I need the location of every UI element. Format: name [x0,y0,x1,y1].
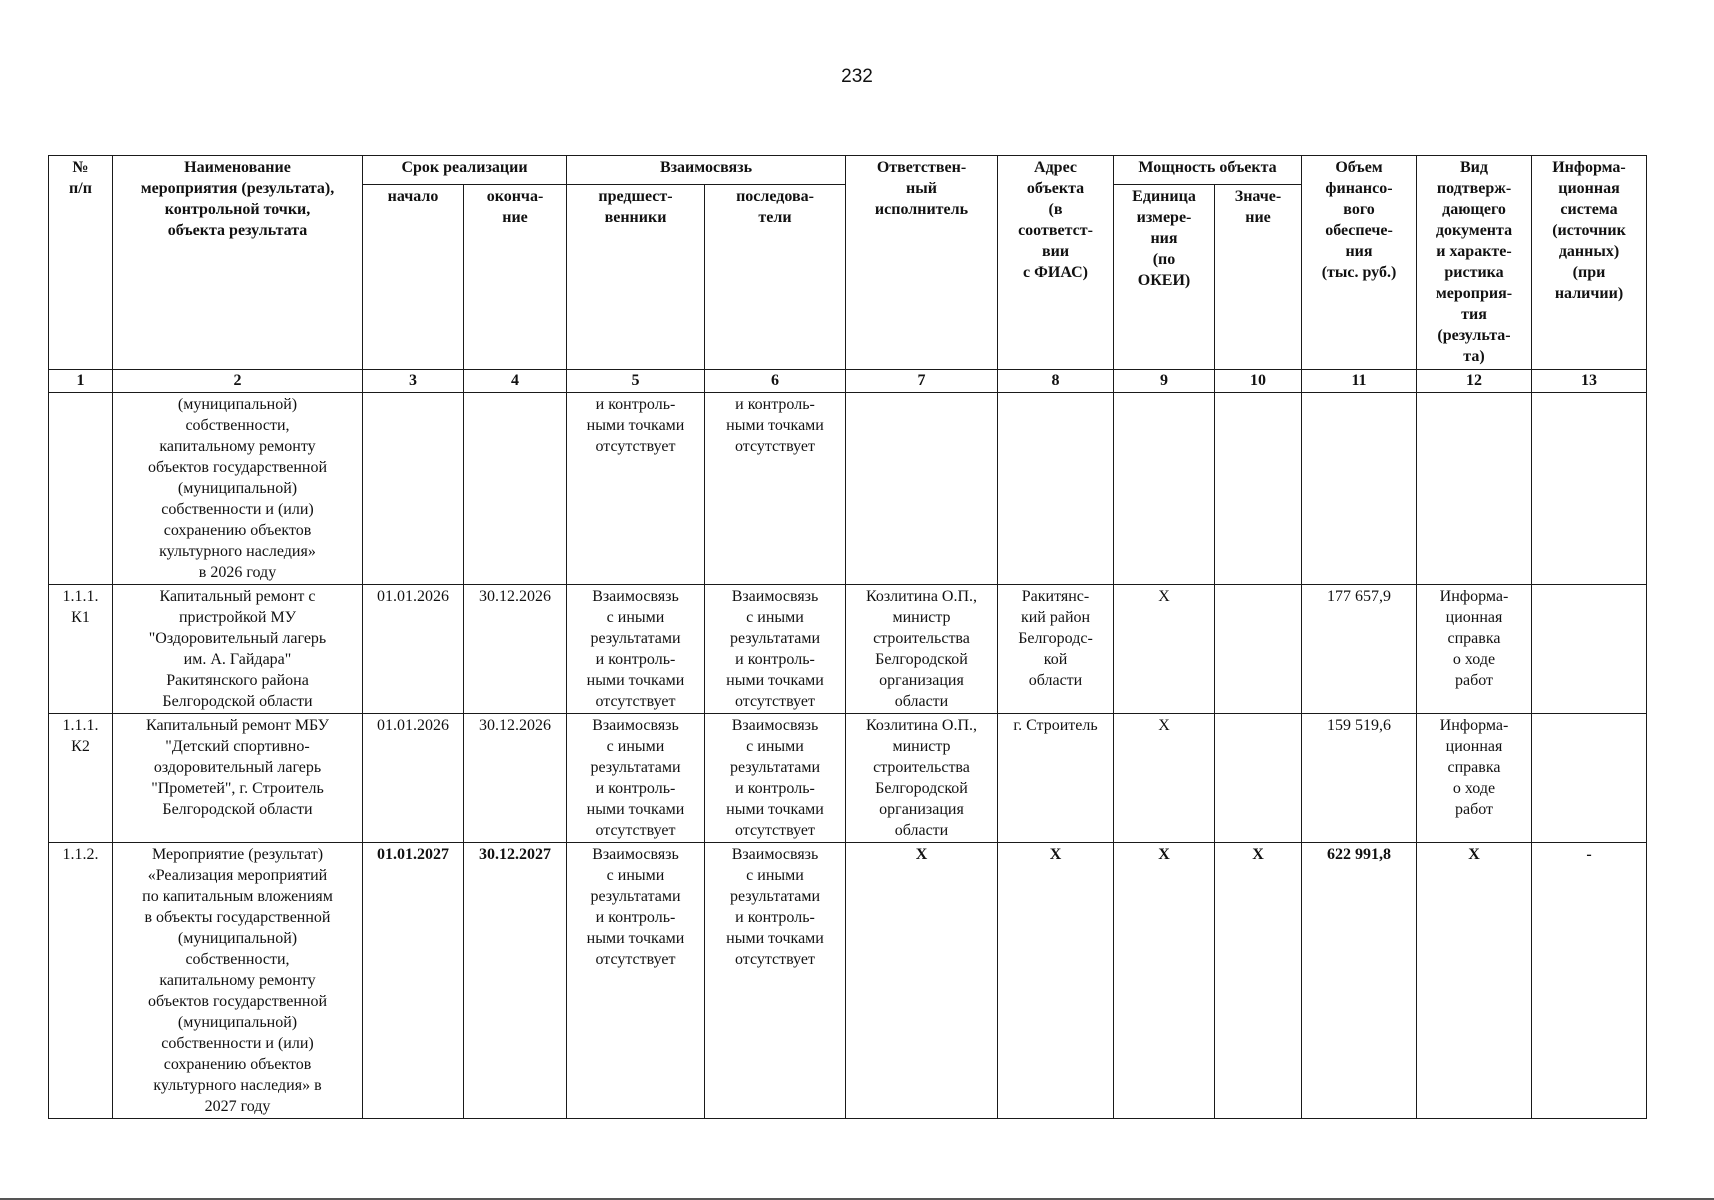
cell-start: 01.01.2027 [363,843,464,1119]
cell-responsible [846,393,998,585]
cell-start [363,393,464,585]
header-value: Значе- ние [1215,185,1302,370]
header-capacity-group: Мощность объекта [1114,156,1302,185]
header-funding: Объем финансо- вого обеспече- ния (тыс. руб.) [1302,156,1417,370]
cell-successors: и контроль- ными точками отсутствует [705,393,846,585]
cell-number [49,393,113,585]
cell-funding [1302,393,1417,585]
cell-name: Капитальный ремонт с пристройкой МУ "Оздоровительный лагерь им. А. Гайдара" Ракитянского района Белгородской области [113,585,363,714]
cell-funding: 622 991,8 [1302,843,1417,1119]
cell-number: 1.1.1. К2 [49,714,113,843]
cell-number: 1.1.1. К1 [49,585,113,714]
column-number: 8 [998,370,1114,393]
column-number: 5 [567,370,705,393]
page-number: 232 [841,66,873,87]
cell-predecessors: Взаимосвязь с иными результатами и контроль- ными точками отсутствует [567,714,705,843]
cell-address: г. Строитель [998,714,1114,843]
cell-unit: X [1114,714,1215,843]
header-successors: последова- тели [705,185,846,370]
header-unit: Единица измере- ния (по ОКЕИ) [1114,185,1215,370]
cell-info-system: - [1532,843,1647,1119]
cell-value [1215,714,1302,843]
cell-value [1215,393,1302,585]
cell-address: Ракитянс- кий район Белгородс- кой области [998,585,1114,714]
cell-unit: X [1114,843,1215,1119]
cell-number: 1.1.2. [49,843,113,1119]
cell-funding: 159 519,6 [1302,714,1417,843]
column-number: 12 [1417,370,1532,393]
table-row [49,843,1647,1119]
cell-document-type: Информа- ционная справка о ходе работ [1417,585,1532,714]
cell-predecessors: и контроль- ными точками отсутствует [567,393,705,585]
cell-document-type: X [1417,843,1532,1119]
column-number: 9 [1114,370,1215,393]
cell-info-system [1532,393,1647,585]
header-event-name: Наименование мероприятия (результата), контрольной точки, объекта результата [113,156,363,370]
header-responsible: Ответствен- ный исполнитель [846,156,998,370]
cell-end [464,393,567,585]
cell-unit: X [1114,585,1215,714]
cell-document-type [1417,393,1532,585]
cell-value [1215,585,1302,714]
header-address: Адрес объекта (в соответст- вии с ФИАС) [998,156,1114,370]
cell-end: 30.12.2027 [464,843,567,1119]
column-number: 2 [113,370,363,393]
cell-name: (муниципальной) собственности, капитальному ремонту объектов государственной (муниципальной) собственности и (или) сохранению объектов культурного наследия» в 2026 году [113,393,363,585]
column-number: 10 [1215,370,1302,393]
cell-start: 01.01.2026 [363,714,464,843]
cell-predecessors: Взаимосвязь с иными результатами и контроль- ными точками отсутствует [567,585,705,714]
column-number: 1 [49,370,113,393]
cell-name: Мероприятие (результат) «Реализация мероприятий по капитальным вложениям в объекты государственной (муниципальной) собственности, капитальному ремонту объектов государственной (муниципальной) собственности и (или) сохранению объектов культурного наследия» в 2027 году [113,843,363,1119]
column-number: 4 [464,370,567,393]
column-number: 6 [705,370,846,393]
column-number: 3 [363,370,464,393]
cell-successors: Взаимосвязь с иными результатами и контроль- ными точками отсутствует [705,843,846,1119]
cell-funding: 177 657,9 [1302,585,1417,714]
table-row [49,714,1647,843]
column-number: 13 [1532,370,1647,393]
cell-info-system [1532,714,1647,843]
header-info-system: Информа- ционная система (источник данных) (при наличии) [1532,156,1647,370]
cell-end: 30.12.2026 [464,714,567,843]
cell-end: 30.12.2026 [464,585,567,714]
cell-responsible: X [846,843,998,1119]
cell-value: X [1215,843,1302,1119]
header-row-top [49,156,1647,185]
header-end: оконча- ние [464,185,567,370]
column-number: 11 [1302,370,1417,393]
cell-start: 01.01.2026 [363,585,464,714]
cell-successors: Взаимосвязь с иными результатами и контроль- ными точками отсутствует [705,714,846,843]
cell-name: Капитальный ремонт МБУ "Детский спортивно- оздоровительный лагерь "Прометей", г. Строитель Белгородской области [113,714,363,843]
header-start: начало [363,185,464,370]
cell-unit [1114,393,1215,585]
header-row-number: № п/п [49,156,113,370]
cell-document-type: Информа- ционная справка о ходе работ [1417,714,1532,843]
header-period-group: Срок реализации [363,156,567,185]
cell-address: X [998,843,1114,1119]
cell-address [998,393,1114,585]
header-document-type: Вид подтверж- дающего документа и характе- ристика мероприя- тия (результа- та) [1417,156,1532,370]
cell-info-system [1532,585,1647,714]
cell-responsible: Козлитина О.П., министр строительства Белгородской организация области [846,585,998,714]
header-predecessors: предшест- венники [567,185,705,370]
cell-responsible: Козлитина О.П., министр строительства Белгородской организация области [846,714,998,843]
header-link-group: Взаимосвязь [567,156,846,185]
cell-successors: Взаимосвязь с иными результатами и контроль- ными точками отсутствует [705,585,846,714]
table-row [49,585,1647,714]
implementation-plan-table [48,155,1647,1119]
column-number: 7 [846,370,998,393]
cell-predecessors: Взаимосвязь с иными результатами и контроль- ными точками отсутствует [567,843,705,1119]
table-row [49,393,1647,585]
column-number-row [49,370,1647,393]
